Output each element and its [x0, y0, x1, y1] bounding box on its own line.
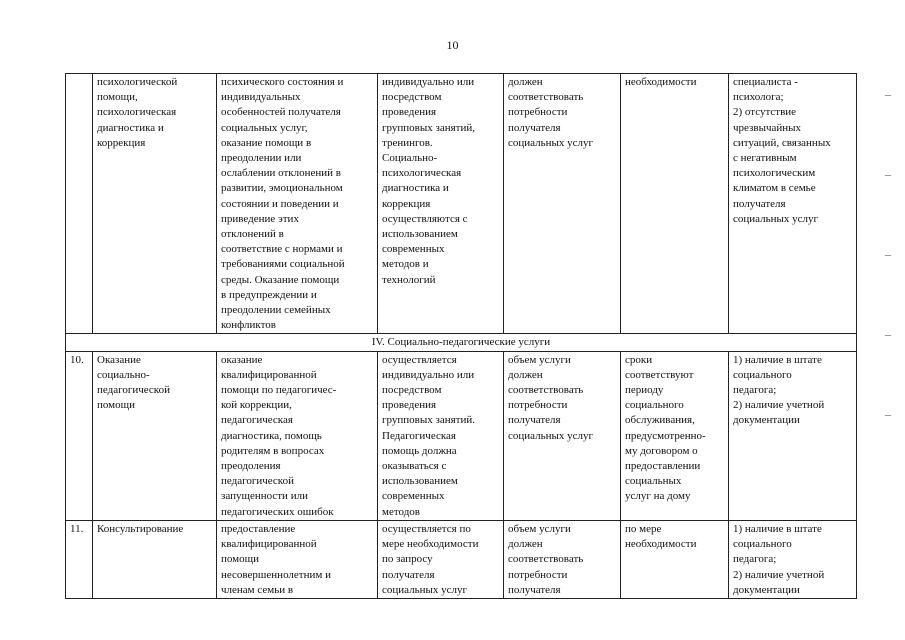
cell-line: получателя [508, 121, 561, 134]
cell-line: педагогическая [221, 414, 293, 427]
cell-line: групповых занятий, [382, 121, 475, 134]
cell-line: психолога; [733, 91, 784, 104]
cell-line: оказание помощи в [221, 136, 312, 149]
cell-line: соответствовать [508, 384, 584, 397]
cell-line: получателя [733, 197, 786, 210]
cell-line: ситуаций, связанных [733, 136, 831, 149]
service-term-cell [621, 74, 729, 334]
cell-line: конфликтов [221, 319, 276, 332]
cell-line: Оказание [97, 353, 141, 366]
cell-line: социального [625, 399, 684, 412]
cell-line: соответствуют [625, 368, 694, 381]
cell-line: посредством [382, 91, 442, 104]
cell-line: социальных услуг [508, 136, 594, 149]
cell-line: с негативным [733, 152, 797, 165]
cell-line: педагогической [97, 384, 170, 397]
cell-line: запущенности или [221, 490, 308, 503]
cell-line: квалифицированной [221, 538, 317, 551]
cell-line: диагностика, помощь [221, 429, 322, 442]
service-volume-cell [504, 74, 621, 334]
cell-line: документации [733, 414, 800, 427]
cell-line: по мере [625, 522, 662, 535]
cell-line: должен [508, 538, 543, 551]
service-requirements-cell [729, 351, 857, 520]
service-content-cell [217, 520, 378, 598]
cell-line: требованиями социальной [221, 258, 345, 271]
table-row [66, 74, 857, 334]
scan-mark [885, 255, 891, 256]
section-row [66, 334, 857, 351]
cell-line: 2) наличие учетной [733, 399, 825, 412]
cell-line: чрезвычайных [733, 121, 802, 134]
service-content-cell [217, 74, 378, 334]
row-number: 10. [66, 351, 93, 520]
section-heading: IV. Социально-педагогические услуги [66, 334, 857, 351]
cell-line: квалифицированной [221, 368, 317, 381]
cell-line: потребности [508, 106, 568, 119]
cell-line: 2) отсутствие [733, 106, 797, 119]
service-conditions-cell [378, 351, 504, 520]
service-volume-cell [504, 351, 621, 520]
cell-line: ослаблении отклонений в [221, 167, 342, 180]
service-volume-cell [504, 520, 621, 598]
cell-line: кой коррекции, [221, 399, 292, 412]
cell-line: социально- [97, 368, 150, 381]
cell-line: индивидуально или [382, 368, 475, 381]
cell-line: проведения [382, 399, 437, 412]
cell-line: социальных услуг [733, 212, 819, 225]
cell-line: педагога; [733, 384, 777, 397]
cell-line: социальных услуг, [221, 121, 308, 134]
cell-line: психического состояния и [221, 76, 344, 88]
cell-line: му договором о [625, 444, 698, 457]
cell-line: родителям в вопросах [221, 444, 325, 457]
service-content-cell [217, 351, 378, 520]
cell-line: должен [508, 368, 543, 381]
cell-line: групповых занятий. [382, 414, 475, 427]
scan-mark [885, 335, 891, 336]
cell-line: несовершеннолетним и [221, 568, 331, 581]
cell-line: приведение этих [221, 212, 299, 225]
cell-line: методов [382, 505, 420, 518]
cell-line: получателя [508, 414, 561, 427]
cell-line: потребности [508, 399, 568, 412]
cell-line: 1) наличие в штате [733, 353, 822, 366]
cell-line: использованием [382, 475, 458, 488]
cell-line: методов и [382, 258, 429, 271]
cell-line: обслуживания, [625, 414, 695, 427]
cell-line: посредством [382, 384, 442, 397]
cell-line: индивидуально или [382, 76, 475, 88]
cell-line: климатом в семье [733, 182, 816, 195]
cell-line: осуществляется по [382, 522, 471, 535]
row-number: 11. [66, 520, 93, 598]
service-requirements-cell [729, 74, 857, 334]
cell-line: социального [733, 368, 792, 381]
cell-line: коррекция [97, 136, 146, 149]
cell-line: технологий [382, 273, 436, 286]
cell-line: соответствовать [508, 553, 584, 566]
cell-line: психологическим [733, 167, 816, 180]
cell-line: получателя [508, 583, 561, 596]
cell-line: по запросу [382, 553, 433, 566]
cell-line: особенностей получателя [221, 106, 341, 119]
scan-mark [885, 415, 891, 416]
cell-line: состоянии и поведении и [221, 197, 339, 210]
cell-line: педагога; [733, 553, 777, 566]
cell-line: психологическая [97, 106, 177, 119]
cell-line: предусмотренно- [625, 429, 706, 442]
cell-line: 1) наличие в штате [733, 522, 822, 535]
cell-line: получателя [382, 568, 435, 581]
cell-line: помощи [97, 399, 135, 412]
service-term-cell [621, 351, 729, 520]
row-number [66, 74, 93, 334]
cell-line: отклонений в [221, 228, 284, 241]
table-row [66, 351, 857, 520]
cell-line: сроки [625, 353, 653, 366]
cell-line: осуществляется [382, 353, 457, 366]
cell-line: индивидуальных [221, 91, 301, 104]
cell-line: социальных услуг [382, 583, 468, 596]
cell-line: должен [508, 76, 543, 88]
cell-line: помощи [221, 553, 259, 566]
cell-line: преодоления [221, 460, 281, 473]
cell-line: среды. Оказание помощи [221, 273, 340, 286]
cell-line: документации [733, 583, 800, 596]
service-name-cell [93, 74, 217, 334]
cell-line: Социально- [382, 152, 438, 165]
cell-line: оказываться с [382, 460, 447, 473]
cell-line: педагогических ошибок [221, 505, 334, 518]
page-number: 10 [446, 38, 459, 52]
cell-line: проведения [382, 106, 437, 119]
cell-line: педагогической [221, 475, 294, 488]
service-name-cell [93, 351, 217, 520]
cell-line: периоду [625, 384, 664, 397]
cell-line: развитии, эмоциональном [221, 182, 343, 195]
scan-mark [885, 95, 891, 96]
cell-line: необходимости [625, 538, 697, 551]
cell-line: помощи, [97, 91, 138, 104]
cell-line: услуг на дому [625, 490, 691, 503]
cell-line: социальных услуг [508, 429, 594, 442]
cell-line: преодолении семейных [221, 304, 331, 317]
cell-line: оказание [221, 353, 263, 366]
cell-line: социальных [625, 475, 682, 488]
cell-line: специалиста - [733, 76, 798, 88]
cell-line: психологической [97, 76, 178, 88]
cell-line: преодолении или [221, 152, 302, 165]
cell-line: осуществляются с [382, 212, 468, 225]
cell-line: диагностика и [382, 182, 449, 195]
service-conditions-cell [378, 520, 504, 598]
table-row [66, 520, 857, 598]
cell-line: в предупреждении и [221, 288, 317, 301]
cell-line: членам семьи в [221, 583, 294, 596]
cell-line: социального [733, 538, 792, 551]
cell-line: тренингов. [382, 136, 433, 149]
cell-line: объем услуги [508, 353, 571, 366]
cell-line: коррекция [382, 197, 431, 210]
cell-line: помощь должна [382, 444, 457, 457]
cell-line: 2) наличие учетной [733, 568, 825, 581]
cell-line: предоставлении [625, 460, 701, 473]
service-conditions-cell [378, 74, 504, 334]
cell-line: современных [382, 490, 445, 503]
cell-line: помощи по педагогичес- [221, 384, 337, 397]
cell-line: диагностика и [97, 121, 164, 134]
cell-line: Педагогическая [382, 429, 456, 442]
cell-line: потребности [508, 568, 568, 581]
services-table [65, 73, 857, 599]
cell-line: объем услуги [508, 522, 571, 535]
cell-line: использованием [382, 228, 458, 241]
cell-line: предоставление [221, 522, 296, 535]
service-name-cell [93, 520, 217, 598]
cell-line: необходимости [625, 76, 697, 88]
scan-mark [885, 175, 891, 176]
service-requirements-cell [729, 520, 857, 598]
cell-line: Консультирование [97, 522, 184, 535]
service-term-cell [621, 520, 729, 598]
cell-line: мере необходимости [382, 538, 479, 551]
cell-line: современных [382, 243, 445, 256]
cell-line: психологическая [382, 167, 462, 180]
cell-line: соответствие с нормами и [221, 243, 343, 256]
cell-line: соответствовать [508, 91, 584, 104]
